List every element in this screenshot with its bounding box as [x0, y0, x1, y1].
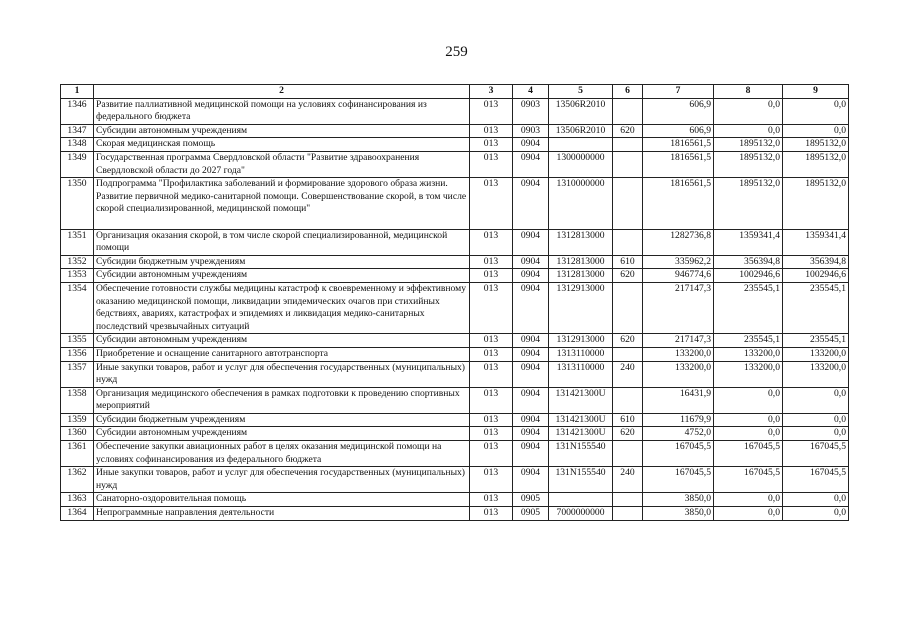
amount-col-8: 356394,8	[714, 255, 783, 269]
expense-type-code	[613, 98, 643, 124]
expense-type-code	[613, 138, 643, 152]
amount-col-9: 0,0	[783, 507, 849, 521]
column-header-1: 1	[61, 85, 94, 99]
amount-col-7: 606,9	[643, 98, 714, 124]
table-row	[61, 151, 849, 177]
admin-code: 013	[470, 138, 513, 152]
amount-col-9: 167045,5	[783, 441, 849, 467]
amount-col-9: 235545,1	[783, 334, 849, 348]
amount-col-7: 4752,0	[643, 427, 714, 441]
table-header-row	[61, 85, 849, 99]
expense-type-code: 610	[613, 413, 643, 427]
amount-col-9: 0,0	[783, 413, 849, 427]
amount-col-8: 0,0	[714, 387, 783, 413]
target-code: 1313110000	[549, 347, 613, 361]
expense-type-code: 240	[613, 361, 643, 387]
amount-col-8: 167045,5	[714, 441, 783, 467]
section-code: 0904	[513, 138, 549, 152]
admin-code: 013	[470, 507, 513, 521]
table-row	[61, 413, 849, 427]
table-row	[61, 441, 849, 467]
page-number: 259	[445, 44, 468, 60]
amount-col-7: 217147,3	[643, 282, 714, 333]
row-number: 1351	[61, 229, 94, 255]
table-row	[61, 507, 849, 521]
target-code: 1300000000	[549, 151, 613, 177]
amount-col-7: 1282736,8	[643, 229, 714, 255]
amount-col-9: 0,0	[783, 124, 849, 138]
admin-code: 013	[470, 124, 513, 138]
amount-col-7: 3850,0	[643, 493, 714, 507]
amount-col-8: 133200,0	[714, 347, 783, 361]
section-code: 0904	[513, 151, 549, 177]
amount-col-8: 0,0	[714, 413, 783, 427]
row-number: 1350	[61, 178, 94, 229]
amount-col-7: 217147,3	[643, 334, 714, 348]
expense-name: Государственная программа Свердловской области "Развитие здравоохранения Свердловской области до 2027 года"	[94, 151, 470, 177]
row-number: 1360	[61, 427, 94, 441]
expense-type-code	[613, 507, 643, 521]
amount-col-7: 1816561,5	[643, 138, 714, 152]
section-code: 0904	[513, 178, 549, 229]
admin-code: 013	[470, 229, 513, 255]
target-code: 1312913000	[549, 282, 613, 333]
target-code: 1312813000	[549, 269, 613, 283]
budget-table	[60, 84, 849, 521]
row-number: 1357	[61, 361, 94, 387]
amount-col-7: 167045,5	[643, 441, 714, 467]
expense-name: Субсидии автономным учреждениям	[94, 124, 470, 138]
admin-code: 013	[470, 387, 513, 413]
amount-col-9: 167045,5	[783, 467, 849, 493]
expense-type-code: 620	[613, 124, 643, 138]
amount-col-9: 235545,1	[783, 282, 849, 333]
table-row	[61, 138, 849, 152]
amount-col-8: 1002946,6	[714, 269, 783, 283]
amount-col-9: 0,0	[783, 427, 849, 441]
table-row	[61, 229, 849, 255]
target-code: 1313110000	[549, 361, 613, 387]
admin-code: 013	[470, 98, 513, 124]
table-row	[61, 347, 849, 361]
amount-col-9: 0,0	[783, 387, 849, 413]
expense-type-code	[613, 229, 643, 255]
amount-col-8: 1895132,0	[714, 178, 783, 229]
row-number: 1363	[61, 493, 94, 507]
amount-col-8: 235545,1	[714, 334, 783, 348]
section-code: 0904	[513, 347, 549, 361]
amount-col-7: 11679,9	[643, 413, 714, 427]
amount-col-9: 1895132,0	[783, 151, 849, 177]
expense-type-code: 620	[613, 427, 643, 441]
amount-col-7: 335962,2	[643, 255, 714, 269]
row-number: 1346	[61, 98, 94, 124]
expense-name: Организация медицинского обеспечения в рамках подготовки к проведению спортивных мероприятий	[94, 387, 470, 413]
column-header-7: 7	[643, 85, 714, 99]
expense-type-code	[613, 151, 643, 177]
row-number: 1353	[61, 269, 94, 283]
amount-col-7: 133200,0	[643, 347, 714, 361]
target-code: 13506R2010	[549, 124, 613, 138]
amount-col-7: 606,9	[643, 124, 714, 138]
expense-type-code	[613, 441, 643, 467]
expense-type-code	[613, 347, 643, 361]
admin-code: 013	[470, 361, 513, 387]
amount-col-8: 0,0	[714, 124, 783, 138]
amount-col-8: 1895132,0	[714, 151, 783, 177]
target-code: 131N155540	[549, 441, 613, 467]
admin-code: 013	[470, 269, 513, 283]
row-number: 1364	[61, 507, 94, 521]
admin-code: 013	[470, 282, 513, 333]
table-row	[61, 361, 849, 387]
expense-name: Санаторно-оздоровительная помощь	[94, 493, 470, 507]
amount-col-8: 0,0	[714, 493, 783, 507]
table-row	[61, 255, 849, 269]
section-code: 0904	[513, 334, 549, 348]
table-body	[61, 98, 849, 520]
amount-col-8: 1359341,4	[714, 229, 783, 255]
expense-name: Субсидии автономным учреждениям	[94, 269, 470, 283]
amount-col-9: 1002946,6	[783, 269, 849, 283]
amount-col-7: 167045,5	[643, 467, 714, 493]
amount-col-7: 1816561,5	[643, 178, 714, 229]
section-code: 0904	[513, 255, 549, 269]
amount-col-8: 0,0	[714, 507, 783, 521]
target-code: 7000000000	[549, 507, 613, 521]
column-header-8: 8	[714, 85, 783, 99]
section-code: 0904	[513, 282, 549, 333]
section-code: 0904	[513, 441, 549, 467]
amount-col-9: 133200,0	[783, 347, 849, 361]
expense-name: Развитие паллиативной медицинской помощи на условиях софинансирования из федерального бюджета	[94, 98, 470, 124]
expense-type-code	[613, 387, 643, 413]
amount-col-9: 1895132,0	[783, 138, 849, 152]
target-code	[549, 138, 613, 152]
admin-code: 013	[470, 151, 513, 177]
table-row	[61, 427, 849, 441]
row-number: 1347	[61, 124, 94, 138]
expense-name: Иные закупки товаров, работ и услуг для обеспечения государственных (муниципальных) нужд	[94, 361, 470, 387]
amount-col-7: 3850,0	[643, 507, 714, 521]
expense-type-code: 620	[613, 269, 643, 283]
section-code: 0904	[513, 361, 549, 387]
expense-name: Приобретение и оснащение санитарного автотранспорта	[94, 347, 470, 361]
section-code: 0904	[513, 387, 549, 413]
expense-name: Обеспечение готовности службы медицины катастроф к своевременному и эффективному оказанию медицинской помощи, ликвидации эпидемических очагов при стихийных бедствиях, авариях, катастрофах и эпидемиях и ликвидация медико-санитарных последствий чрезвычайных ситуаций	[94, 282, 470, 333]
column-header-9: 9	[783, 85, 849, 99]
row-number: 1352	[61, 255, 94, 269]
column-header-2: 2	[94, 85, 470, 99]
row-number: 1362	[61, 467, 94, 493]
column-header-4: 4	[513, 85, 549, 99]
expense-name: Подпрограмма "Профилактика заболеваний и формирование здорового образа жизни. Развитие первичной медико-санитарной помощи. Совершенствование скорой, в том числе скорой специализированной, медицинской помощи"	[94, 178, 470, 229]
row-number: 1359	[61, 413, 94, 427]
target-code	[549, 493, 613, 507]
target-code: 1312913000	[549, 334, 613, 348]
expense-type-code: 610	[613, 255, 643, 269]
expense-name: Субсидии автономным учреждениям	[94, 334, 470, 348]
amount-col-8: 0,0	[714, 427, 783, 441]
expense-name: Субсидии бюджетным учреждениям	[94, 413, 470, 427]
expense-type-code	[613, 178, 643, 229]
section-code: 0904	[513, 427, 549, 441]
expense-name: Субсидии автономным учреждениям	[94, 427, 470, 441]
expense-name: Организация оказания скорой, в том числе скорой специализированной, медицинской помощи	[94, 229, 470, 255]
admin-code: 013	[470, 347, 513, 361]
table-row	[61, 493, 849, 507]
target-code: 13506R2010	[549, 98, 613, 124]
section-code: 0904	[513, 467, 549, 493]
amount-col-9: 0,0	[783, 493, 849, 507]
section-code: 0904	[513, 269, 549, 283]
amount-col-7: 16431,9	[643, 387, 714, 413]
section-code: 0903	[513, 124, 549, 138]
admin-code: 013	[470, 255, 513, 269]
amount-col-7: 133200,0	[643, 361, 714, 387]
amount-col-9: 133200,0	[783, 361, 849, 387]
row-number: 1349	[61, 151, 94, 177]
target-code: 131421300U	[549, 427, 613, 441]
amount-col-9: 1895132,0	[783, 178, 849, 229]
target-code: 1310000000	[549, 178, 613, 229]
table-row	[61, 98, 849, 124]
amount-col-8: 235545,1	[714, 282, 783, 333]
admin-code: 013	[470, 467, 513, 493]
admin-code: 013	[470, 493, 513, 507]
target-code: 131N155540	[549, 467, 613, 493]
table-row	[61, 334, 849, 348]
table-row	[61, 282, 849, 333]
expense-type-code	[613, 282, 643, 333]
expense-type-code	[613, 493, 643, 507]
table-row	[61, 178, 849, 229]
table-row	[61, 269, 849, 283]
section-code: 0905	[513, 507, 549, 521]
admin-code: 013	[470, 334, 513, 348]
expense-type-code: 620	[613, 334, 643, 348]
admin-code: 013	[470, 178, 513, 229]
amount-col-8: 1895132,0	[714, 138, 783, 152]
table-row	[61, 387, 849, 413]
column-header-3: 3	[470, 85, 513, 99]
section-code: 0903	[513, 98, 549, 124]
section-code: 0905	[513, 493, 549, 507]
column-header-5: 5	[549, 85, 613, 99]
expense-name: Субсидии бюджетным учреждениям	[94, 255, 470, 269]
expense-name: Скорая медицинская помощь	[94, 138, 470, 152]
amount-col-7: 946774,6	[643, 269, 714, 283]
section-code: 0904	[513, 229, 549, 255]
amount-col-8: 0,0	[714, 98, 783, 124]
amount-col-9: 1359341,4	[783, 229, 849, 255]
row-number: 1361	[61, 441, 94, 467]
amount-col-9: 0,0	[783, 98, 849, 124]
row-number: 1358	[61, 387, 94, 413]
row-number: 1354	[61, 282, 94, 333]
admin-code: 013	[470, 441, 513, 467]
target-code: 131421300U	[549, 413, 613, 427]
table-row	[61, 467, 849, 493]
expense-name: Иные закупки товаров, работ и услуг для обеспечения государственных (муниципальных) нужд	[94, 467, 470, 493]
amount-col-8: 167045,5	[714, 467, 783, 493]
row-number: 1348	[61, 138, 94, 152]
admin-code: 013	[470, 427, 513, 441]
column-header-6: 6	[613, 85, 643, 99]
expense-name: Непрограммные направления деятельности	[94, 507, 470, 521]
amount-col-9: 356394,8	[783, 255, 849, 269]
row-number: 1356	[61, 347, 94, 361]
table-row	[61, 124, 849, 138]
target-code: 1312813000	[549, 229, 613, 255]
admin-code: 013	[470, 413, 513, 427]
expense-name: Обеспечение закупки авиационных работ в целях оказания медицинской помощи на условиях софинансирования из федерального бюджета	[94, 441, 470, 467]
amount-col-7: 1816561,5	[643, 151, 714, 177]
target-code: 1312813000	[549, 255, 613, 269]
section-code: 0904	[513, 413, 549, 427]
amount-col-8: 133200,0	[714, 361, 783, 387]
row-number: 1355	[61, 334, 94, 348]
target-code: 131421300U	[549, 387, 613, 413]
expense-type-code: 240	[613, 467, 643, 493]
